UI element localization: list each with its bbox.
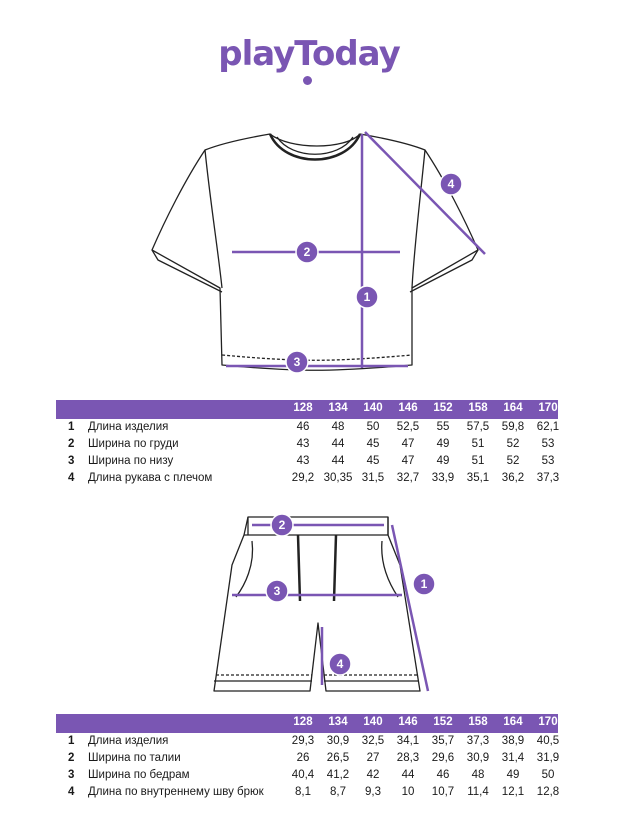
- table-cell: 51: [471, 438, 485, 450]
- table-cell: 11,4: [467, 786, 489, 798]
- table-cell: 27: [366, 752, 380, 764]
- table-cell: 38,9: [501, 735, 525, 747]
- table-cell: 44: [331, 438, 345, 450]
- table-cell: 8,7: [330, 786, 346, 798]
- row-label: Длина изделия: [88, 421, 169, 433]
- size-header: 158: [468, 716, 488, 728]
- shorts-marker-4-label: 4: [336, 657, 344, 671]
- table-cell: 52,5: [396, 421, 420, 433]
- size-header: 134: [328, 402, 348, 414]
- table-cell: 49: [436, 438, 450, 450]
- row-label: Ширина по талии: [88, 752, 181, 764]
- logo-dot-icon: [303, 76, 312, 85]
- row-number: 1: [68, 735, 75, 747]
- shorts-marker-1-label: 1: [420, 577, 428, 591]
- size-header: 152: [433, 716, 453, 728]
- table-cell: 34,1: [396, 735, 420, 747]
- table-cell: 59,8: [501, 421, 525, 433]
- table-cell: 10,7: [431, 786, 455, 798]
- shorts-drawing: [0, 505, 618, 705]
- table-cell: 46: [296, 421, 310, 433]
- logo-text: playToday: [218, 34, 400, 74]
- table-cell: 52: [506, 438, 520, 450]
- table-cell: 62,1: [536, 421, 560, 433]
- table-cell: 44: [331, 455, 345, 467]
- size-header: 128: [293, 402, 313, 414]
- brand-logo: [0, 34, 618, 74]
- shorts-marker-3-label: 3: [273, 584, 281, 598]
- table-cell: 47: [401, 438, 415, 450]
- row-number: 3: [68, 769, 75, 781]
- table-row: [56, 453, 558, 470]
- table-cell: 41,2: [326, 769, 350, 781]
- table-cell: 50: [366, 421, 380, 433]
- table-cell: 29,3: [291, 735, 315, 747]
- size-header: 146: [398, 402, 418, 414]
- shorts-size-table: [56, 714, 558, 801]
- table-cell: 43: [296, 438, 310, 450]
- table-cell: 50: [541, 769, 555, 781]
- table-row: [56, 784, 558, 801]
- shorts-marker-2-label: 2: [278, 518, 286, 532]
- size-header: 140: [363, 716, 383, 728]
- table-cell: 48: [331, 421, 345, 433]
- table-cell: 43: [296, 455, 310, 467]
- shorts-table-header: [56, 714, 558, 733]
- table-cell: 12,1: [501, 786, 525, 798]
- table-cell: 35,7: [431, 735, 455, 747]
- table-cell: 26: [296, 752, 310, 764]
- table-row: [56, 767, 558, 784]
- table-cell: 29,2: [291, 472, 315, 484]
- table-cell: 46: [436, 769, 450, 781]
- table-cell: 36,2: [501, 472, 525, 484]
- tshirt-marker-3-label: 3: [293, 355, 301, 369]
- table-cell: 40,4: [291, 769, 315, 781]
- table-cell: 35,1: [466, 472, 490, 484]
- row-number: 4: [68, 786, 75, 798]
- table-row: [56, 470, 558, 487]
- size-header: 134: [328, 716, 348, 728]
- size-header: 128: [293, 716, 313, 728]
- tshirt-table-header: [56, 400, 558, 419]
- table-cell: 32,5: [361, 735, 385, 747]
- table-row: [56, 419, 558, 436]
- table-cell: 29,6: [431, 752, 455, 764]
- table-row: [56, 436, 558, 453]
- table-cell: 44: [401, 769, 415, 781]
- table-cell: 53: [541, 455, 555, 467]
- table-cell: 8,1: [295, 786, 311, 798]
- size-header: 140: [363, 402, 383, 414]
- table-cell: 48: [471, 769, 485, 781]
- table-cell: 51: [471, 455, 485, 467]
- size-header: 152: [433, 402, 453, 414]
- row-number: 2: [68, 752, 75, 764]
- table-cell: 40,5: [536, 735, 560, 747]
- table-cell: 45: [366, 438, 380, 450]
- tshirt-size-table: [56, 400, 558, 487]
- table-cell: 12,8: [536, 786, 560, 798]
- table-cell: 45: [366, 455, 380, 467]
- table-cell: 49: [506, 769, 520, 781]
- table-cell: 9,3: [365, 786, 381, 798]
- row-label: Длина изделия: [88, 735, 169, 747]
- size-header: 146: [398, 716, 418, 728]
- table-cell: 30,35: [323, 472, 353, 484]
- tshirt-marker-2-label: 2: [303, 245, 311, 259]
- row-number: 4: [68, 472, 75, 484]
- table-cell: 30,9: [466, 752, 490, 764]
- table-cell: 49: [436, 455, 450, 467]
- table-cell: 31,5: [361, 472, 385, 484]
- table-cell: 53: [541, 438, 555, 450]
- table-cell: 26,5: [326, 752, 350, 764]
- table-cell: 28,3: [396, 752, 420, 764]
- row-number: 3: [68, 455, 75, 467]
- size-header: 170: [538, 402, 558, 414]
- tshirt-drawing: [0, 120, 618, 390]
- table-cell: 37,3: [536, 472, 560, 484]
- table-cell: 10: [401, 786, 415, 798]
- table-cell: 47: [401, 455, 415, 467]
- row-label: Длина рукава с плечом: [88, 472, 213, 484]
- size-header: 164: [503, 716, 523, 728]
- table-row: [56, 733, 558, 750]
- table-cell: 52: [506, 455, 520, 467]
- row-number: 1: [68, 421, 75, 433]
- table-cell: 42: [366, 769, 380, 781]
- size-header: 170: [538, 716, 558, 728]
- table-cell: 57,5: [466, 421, 490, 433]
- size-header: 164: [503, 402, 523, 414]
- row-number: 2: [68, 438, 75, 450]
- table-cell: 31,4: [501, 752, 525, 764]
- size-header: 158: [468, 402, 488, 414]
- table-row: [56, 750, 558, 767]
- table-cell: 32,7: [396, 472, 420, 484]
- row-label: Ширина по бедрам: [88, 769, 190, 781]
- table-cell: 31,9: [536, 752, 560, 764]
- row-label: Ширина по груди: [88, 438, 179, 450]
- tshirt-marker-1-label: 1: [363, 290, 371, 304]
- table-cell: 30,9: [326, 735, 350, 747]
- table-cell: 37,3: [466, 735, 490, 747]
- table-cell: 33,9: [431, 472, 455, 484]
- table-cell: 55: [436, 421, 450, 433]
- tshirt-marker-4-label: 4: [447, 177, 455, 191]
- row-label: Длина по внутреннему шву брюк: [88, 786, 264, 798]
- row-label: Ширина по низу: [88, 455, 174, 467]
